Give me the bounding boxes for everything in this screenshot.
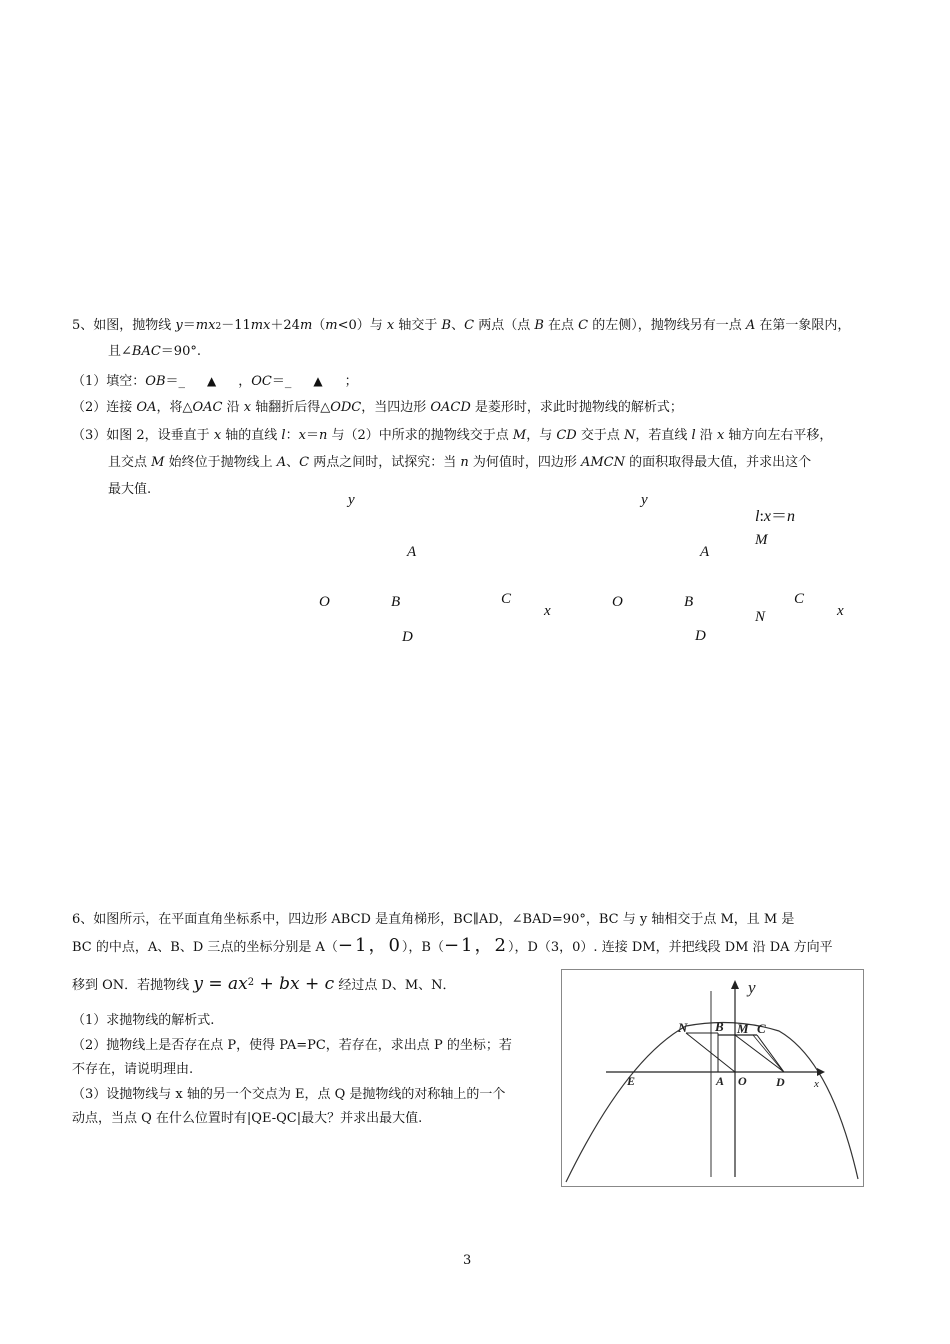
q5-text: 轴的直线 xyxy=(221,428,282,443)
q5-text: 在点 xyxy=(543,318,579,333)
q5-var: OB xyxy=(145,374,166,389)
q5-text: 且∠ xyxy=(108,344,132,359)
q5-var: C xyxy=(578,318,589,333)
q5-var: n xyxy=(460,455,469,470)
fig2-label-D: D xyxy=(695,628,706,644)
fig2-n: n xyxy=(787,508,796,525)
q5-text: ，当四边形 xyxy=(361,400,431,415)
q5-text: 在第一象限内， xyxy=(755,318,851,333)
q5-var: A xyxy=(745,318,756,333)
q5-text: （ xyxy=(312,318,326,333)
q5-text: 5、如图，抛物线 xyxy=(72,318,176,333)
q5-var: l xyxy=(281,428,286,443)
fig-label-B: B xyxy=(715,1019,724,1034)
q5-var: CD xyxy=(556,428,577,443)
fig2-eq: ＝ xyxy=(771,508,788,525)
q5-text: ＝_ xyxy=(271,374,292,389)
q5-text: 交于点 xyxy=(576,428,624,443)
q6-formula: + bx + c xyxy=(254,974,335,994)
q5-text: （3）如图 2，设垂直于 xyxy=(72,428,214,443)
fig2-label-A: A xyxy=(700,544,710,560)
q5-var: M xyxy=(151,455,165,470)
q6-part2-line1: （2）抛物线上是否存在点 P，使得 PA=PC，若存在，求出点 P 的坐标；若 xyxy=(72,1038,512,1053)
q5-text: 是菱形时，求此时抛物线的解析式； xyxy=(470,400,683,415)
fig1-label-O: O xyxy=(319,594,330,610)
q6-part2-line2: 不存在，请说明理由. xyxy=(72,1062,194,1077)
answer-blank-triangle: ▲ xyxy=(313,374,323,388)
q6-line3 xyxy=(72,972,456,997)
q5-part1 xyxy=(72,373,358,390)
fig1-label-C: C xyxy=(501,591,512,607)
q6-text: ），B（ xyxy=(401,940,444,955)
q5-var: N xyxy=(623,428,636,443)
q6-text: BC 的中点，A、B、D 三点的坐标分别是 A（ xyxy=(72,940,338,955)
fig2-label-y: y xyxy=(641,492,648,508)
q5-text: ； xyxy=(344,374,358,389)
fig1-label-D: D xyxy=(402,629,413,645)
q5-text: 沿 xyxy=(695,428,717,443)
fig1-label-B: B xyxy=(391,594,401,610)
q5-part2 xyxy=(72,400,683,416)
q5-text: 、 xyxy=(286,455,300,470)
fig2-label-x: x xyxy=(837,603,844,619)
q5-text: 轴交于 xyxy=(394,318,442,333)
q5-text: 始终位于抛物线上 xyxy=(164,455,277,470)
q5-var: BAC xyxy=(131,344,161,359)
q5-part3-line1 xyxy=(72,428,832,444)
q6-text: ），D（3，0）. 连接 DM，并把线段 DM 沿 DA 方向平 xyxy=(507,940,833,955)
q6-formula: y = ax xyxy=(193,974,248,994)
q5-var: l xyxy=(691,428,696,443)
q5-var: m xyxy=(325,318,338,333)
fig-label-E: E xyxy=(627,1074,636,1088)
q5-text: （2）连接 xyxy=(72,400,137,415)
q6-formula-exp: 2 xyxy=(247,977,255,988)
fig-label-M: M xyxy=(737,1021,749,1036)
fig-label-A: A xyxy=(716,1074,725,1088)
q5-text: 两点之间时，试探究：当 xyxy=(309,455,461,470)
q6-coord: −1，0 xyxy=(337,935,402,956)
fig1-label-x: x xyxy=(544,603,551,619)
q5-var: OACD xyxy=(430,400,471,415)
q5-text: 轴方向左右平移， xyxy=(724,428,833,443)
q6-figure xyxy=(561,969,864,1187)
q5-text: ，将△ xyxy=(156,400,193,415)
fig2-x: x xyxy=(763,508,772,525)
q5-text: ＋24 xyxy=(270,318,300,333)
q5-text: 、 xyxy=(451,318,465,333)
q5-text: 轴翻折后得△ xyxy=(251,400,331,415)
q5-var: x xyxy=(243,400,252,415)
fig2-label-N: N xyxy=(755,609,766,625)
fig2-colon: : xyxy=(759,508,764,525)
q5-var: M xyxy=(512,428,527,443)
fig2-label-B: B xyxy=(684,594,694,610)
fig1-label-y: y xyxy=(348,492,355,508)
fig-label-D: D xyxy=(776,1075,785,1089)
q5-var: y xyxy=(175,318,183,333)
q5-text: 沿 xyxy=(222,400,244,415)
q6-text: 经过点 D、M、N． xyxy=(334,978,456,993)
q5-text: （1）填空： xyxy=(72,374,146,389)
q5-var: x xyxy=(386,318,395,333)
q6-text: 移到 ON．若抛物线 xyxy=(72,978,194,993)
fig-label-N: N xyxy=(678,1020,688,1035)
q5-var: n xyxy=(318,428,328,443)
fig2-label-O: O xyxy=(612,594,623,610)
q5-text: 的左侧），抛物线另有一点 xyxy=(588,318,746,333)
q5-text: 且交点 xyxy=(108,455,152,470)
q5-var: m xyxy=(299,318,313,333)
fig-label-y: y xyxy=(748,978,756,997)
q5-var: AMCN xyxy=(580,455,626,470)
q5-text: －11 xyxy=(221,318,251,333)
fig2-l: l xyxy=(755,508,760,525)
q5-var: x xyxy=(716,428,725,443)
fig2-label-M: M xyxy=(755,532,768,548)
q5-var: C xyxy=(464,318,475,333)
page-number: 3 xyxy=(463,1253,472,1268)
q5-text: <0）与 xyxy=(337,318,387,333)
q6-line2 xyxy=(72,935,833,956)
q5-var: OA xyxy=(136,400,157,415)
q5-var: B xyxy=(441,318,452,333)
q5-text: ＝90°. xyxy=(160,344,201,359)
q5-var: ODC xyxy=(330,400,362,415)
q5-var: x xyxy=(213,428,222,443)
q5-exp: 2 xyxy=(215,322,222,332)
q5-line1 xyxy=(72,318,850,335)
q5-var: A xyxy=(276,455,287,470)
q5-var: OC xyxy=(251,374,272,389)
q5-part3-line2 xyxy=(108,455,811,471)
q5-var: B xyxy=(534,318,544,333)
q5-text: ，若直线 xyxy=(635,428,692,443)
q5-line2 xyxy=(108,344,201,360)
q5-var: mx xyxy=(250,318,271,333)
q6-coord: −1，2 xyxy=(443,935,508,956)
fig-label-x: x xyxy=(814,1078,819,1090)
answer-blank-triangle: ▲ xyxy=(207,374,217,388)
fig2-line-label xyxy=(755,503,795,526)
q5-text: 与（2）中所求的抛物线交于点 xyxy=(327,428,513,443)
q5-part3-line3: 最大值. xyxy=(108,482,152,497)
fig-label-O: O xyxy=(738,1074,747,1088)
q6-line1: 6、如图所示，在平面直角坐标系中，四边形 ABCD 是直角梯形，BC∥AD，∠BAD=90°，BC 与 y 轴相交于点 M，且 M 是 xyxy=(72,912,795,927)
q5-text: ＝_ xyxy=(165,374,186,389)
q5-var: x xyxy=(298,428,306,443)
q5-text: ，与 xyxy=(526,428,557,443)
q5-text: 两点（点 xyxy=(474,318,535,333)
fig1-label-A: A xyxy=(407,544,417,560)
q5-text: ， xyxy=(238,374,252,389)
fig-label-C: C xyxy=(757,1021,766,1036)
q6-part1: （1）求抛物线的解析式. xyxy=(72,1013,215,1028)
q6-part3-line2: 动点，当点 Q 在什么位置时有|QE-QC|最大？并求出最大值. xyxy=(72,1111,423,1126)
q5-var: mx xyxy=(195,318,216,333)
q5-text: 为何值时，四边形 xyxy=(468,455,581,470)
q6-part3-line1: （3）设抛物线与 x 轴的另一个交点为 E，点 Q 是抛物线的对称轴上的一个 xyxy=(72,1087,506,1102)
q5-text: ＝ xyxy=(182,318,196,333)
fig2-label-C: C xyxy=(794,591,805,607)
q5-var: OAC xyxy=(192,400,223,415)
q5-text: 的面积取得最大值，并求出这个 xyxy=(625,455,812,470)
q5-text: ＝ xyxy=(305,428,319,443)
q5-text: ： xyxy=(285,428,299,443)
q5-var: C xyxy=(299,455,310,470)
